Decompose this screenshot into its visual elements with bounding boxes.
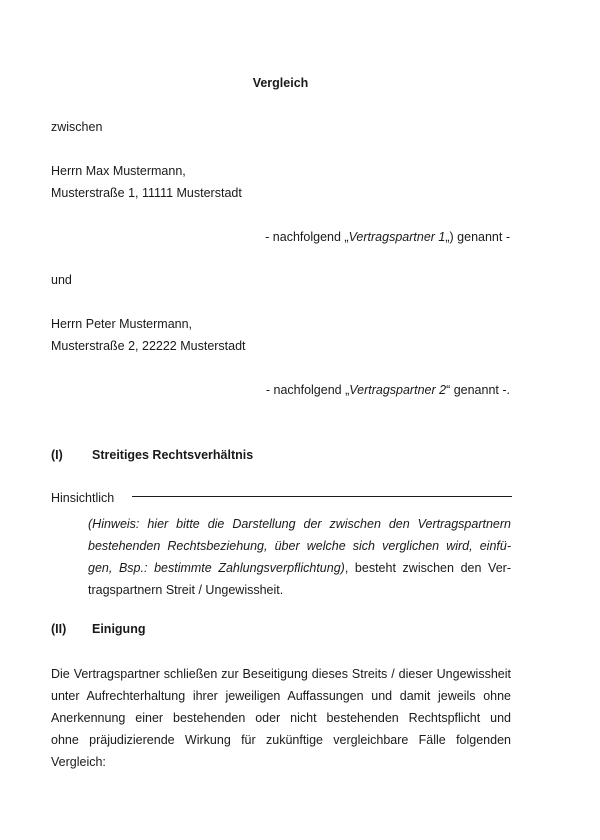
party1-address: Musterstraße 1, 11111 Musterstadt (51, 186, 242, 200)
hint-line-4: tragspartnern Streit / Ungewissheit. (88, 583, 284, 597)
hint-text-1: (Hinweis: hier bitte die Darstellung der zwischen den Vertragspartnern (88, 517, 511, 531)
body-line-1: Die Vertragspartner schließen zur Beseitigung dieses Streits / dieser Ungewissheit (51, 667, 511, 681)
body-line-3: Anerkennung einer bestehenden oder nicht bestehenden Rechtspflicht und (51, 711, 511, 725)
party2-designation-name: Vertragspartner 2 (349, 383, 447, 397)
section1-heading: Streitiges Rechtsverhältnis (92, 448, 254, 462)
party2-designation (266, 383, 510, 397)
and-label: und (51, 273, 72, 287)
party1-designation-name: Vertragspartner 1 (348, 230, 446, 244)
section1-hint-block (88, 513, 511, 601)
party2-designation-prefix: - nachfolgend „ (265, 383, 350, 397)
hint-tail: , besteht zwischen den Ver- (344, 561, 511, 575)
body-line-2: unter Aufrechterhaltung ihrer jeweiligen Auffassungen und damit jeweils ohne (51, 689, 511, 703)
section2-number: (II) (51, 622, 67, 636)
section2-heading: Einigung (92, 622, 146, 636)
between-label: zwischen (51, 120, 103, 134)
hint-text-2: bestehenden Rechtsbeziehung, über welche sich verglichen wird, einfü- (88, 539, 511, 553)
party2-address: Musterstraße 2, 22222 Musterstadt (51, 339, 246, 353)
section1-lead: Hinsichtlich (51, 491, 115, 505)
hint-line-2 (88, 535, 511, 557)
party1-name: Herrn Max Mustermann, (51, 164, 186, 178)
body-line-5: Vergleich: (51, 755, 106, 769)
party2-designation-suffix: “ genannt -. (446, 383, 510, 397)
fill-in-line (132, 495, 512, 497)
section1-number: (I) (51, 448, 63, 462)
hint-line-1 (88, 513, 511, 535)
party1-designation-prefix: - nachfolgend „ (265, 230, 349, 244)
document-title: Vergleich (252, 76, 309, 90)
party2-name: Herrn Peter Mustermann, (51, 317, 193, 331)
section2-body (51, 663, 511, 773)
hint-text-3: gen, Bsp.: bestimmte Zahlungsverpflichtung) (88, 561, 345, 575)
body-line-4: ohne präjudizierende Wirkung für zukünftige vergleichbare Fälle folgenden (51, 733, 511, 747)
hint-line-3 (88, 557, 511, 579)
party1-designation-suffix: „) genannt - (445, 230, 510, 244)
party1-designation (265, 230, 510, 244)
